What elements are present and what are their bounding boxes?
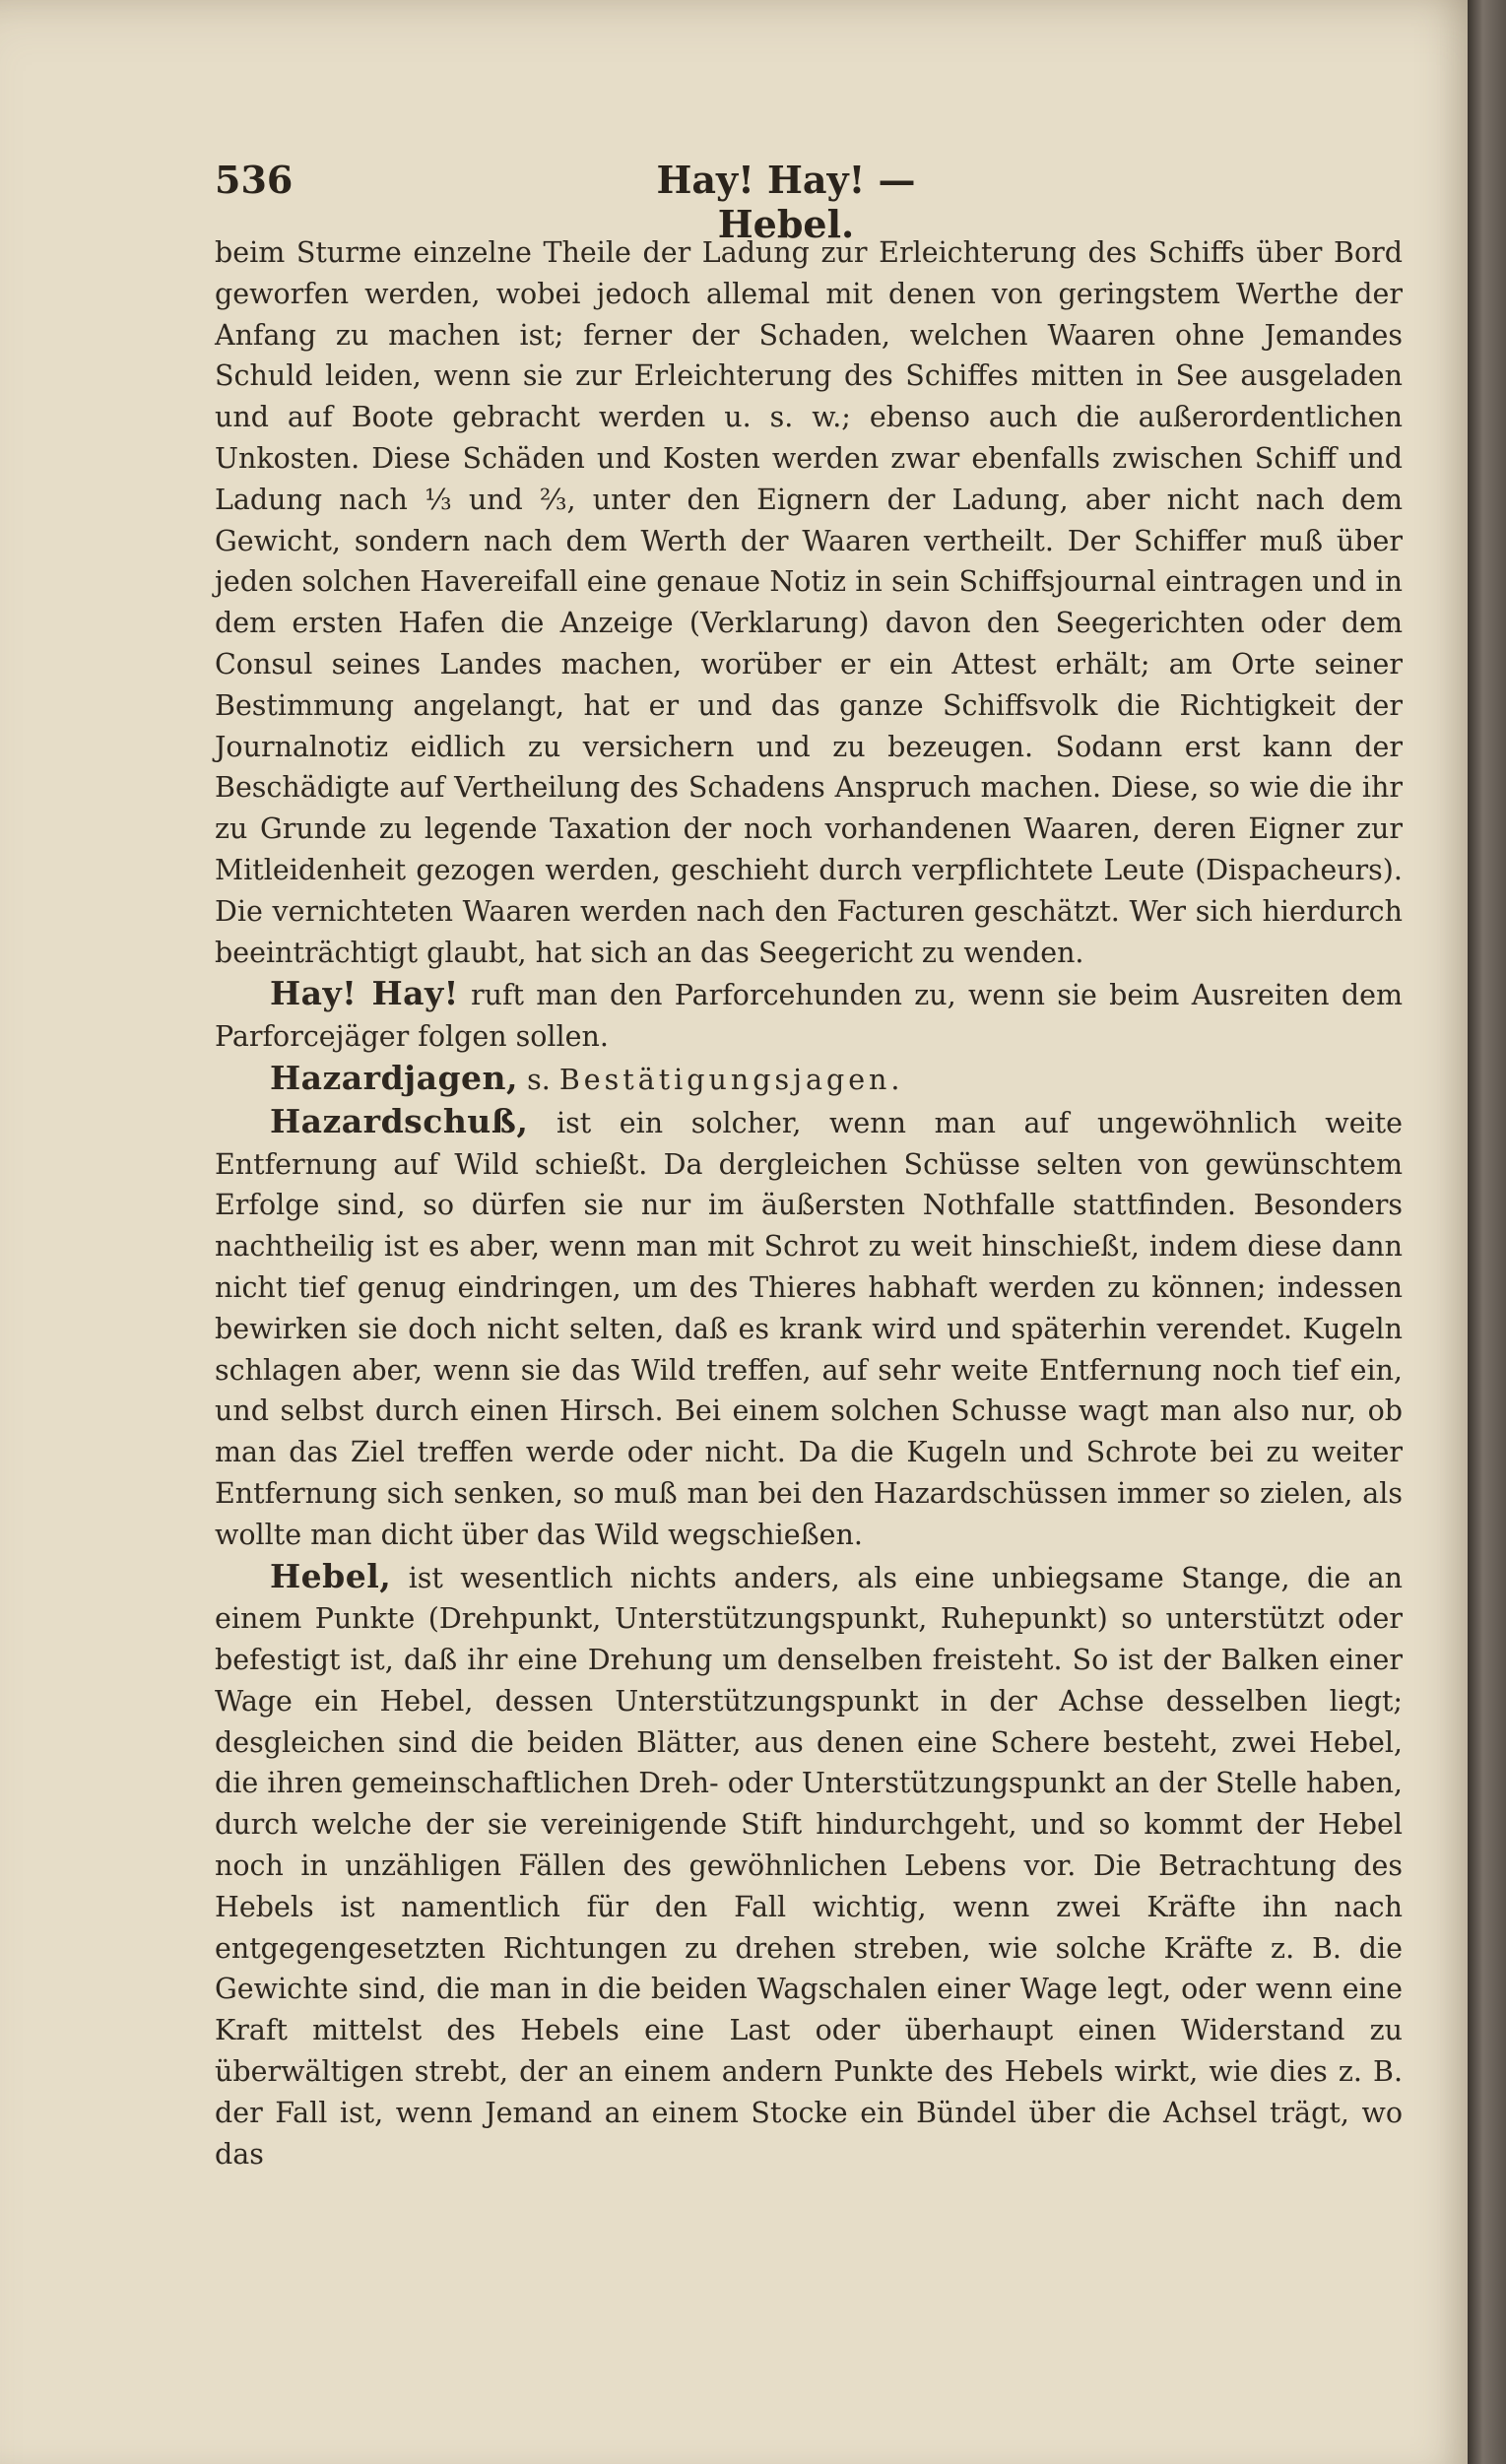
page-number: 536 [215,158,294,202]
entry-text: s. [518,1063,559,1096]
entry-headword: Hazardjagen, [270,1058,519,1097]
body-text [215,232,1403,2174]
entry-headword: Hazardschuß, [270,1101,529,1140]
entry-text: ruft man den Parforcehunden zu, wenn sie beim Ausreiten dem Parforcejäger folgen sollen. [215,979,1403,1054]
entry-hazardschuss [215,1101,1403,1556]
paragraph-haverei-continuation [215,232,1403,973]
page-header [215,158,1446,246]
paragraph-text: beim Sturme einzelne Theile der Ladung zur Erleichterung des Schiffs über Bord geworfen werden, wobei jedoch allemal mit denen von geringstem Werthe der Anfang zu machen ist; ferner der Schaden, welchen Waaren ohne Jemandes Schuld leiden, wenn sie zur Erleichterung des Schiffes mitten in See ausgeladen und auf Boote gebracht werden u. s. w.; ebenso auch die außerordentlichen Unkosten. Diese Schäden und Kosten werden zwar ebenfalls zwischen Schiff und Ladung nach ⅓ und ⅔, unter den Eignern der Ladung, aber nicht nach dem Gewicht, sondern nach dem Werth der Waaren vertheilt. Der Schiffer muß über jeden solchen Havereifall eine genaue Notiz in sein Schiffsjournal eintragen und in dem ersten Hafen die Anzeige (Verklarung) davon den Seegerichten oder dem Consul seines Landes machen, worüber er ein Attest erhält; am Orte seiner Bestimmung angelangt, hat er und das ganze Schiffsvolk die Richtigkeit der Journalnotiz eidlich zu versichern und zu bezeugen. Sodann erst kann der Beschädigte auf Vertheilung des Schadens Anspruch machen. Diese, so wie die ihr zu Grunde zu legende Taxation der noch vorhandenen Waaren, deren Eigner zur Mitleidenheit gezogen werden, geschieht durch verpflichtete Leute (Dispacheurs). Die vernichteten Waaren werden nach den Facturen geschätzt. Wer sich hierdurch beeinträchtigt glaubt, hat sich an das Seegericht zu wenden. [215,236,1403,969]
entry-text: ist wesentlich nichts anders, als eine unbiegsame Stange, die an einem Punkte (Drehpunkt, Unterstützungspunkt, Ruhepunkt) so unterstützt oder befestigt ist, daß ihr eine Drehung um denselben freisteht. So ist der Balken einer Wage ein Hebel, dessen Unterstützungspunkt in der Achse desselben liegt; desgleichen sind die beiden Blätter, aus denen eine Schere besteht, zwei Hebel, die ihren gemeinschaftlichen Dreh- oder Unterstützungspunkt an der Stelle haben, durch welche der sie vereinigende Stift hindurchgeht, und so kommt der Hebel noch in unzähligen Fällen des gewöhnlichen Lebens vor. Die Betrachtung des Hebels ist namentlich für den Fall wichtig, wenn zwei Kräfte ihn nach entgegengesetzten Richtungen zu drehen streben, wie solche Kräfte z. B. die Gewichte sind, die man in die beiden Wagschalen einer Wage legt, oder wenn eine Kraft mittelst des Hebels eine Last oder überhaupt einen Widerstand zu überwältigen strebt, der an einem andern Punkte des Hebels wirkt, wie dies z. B. der Fall ist, wenn Jemand an einem Stocke ein Bündel über die Achsel trägt, wo das [215,1561,1403,2171]
cross-reference: Bestätigungsjagen. [558,1063,904,1096]
entry-headword: Hebel, [270,1556,392,1595]
entry-headword: Hay! Hay! [270,974,459,1013]
running-head: Hay! Hay! — Hebel. [656,158,916,246]
entry-hebel [215,1556,1403,2175]
book-spine-shadow [1468,0,1506,2464]
entry-hay-hay [215,973,1403,1058]
entry-hazardjagen [215,1058,1403,1101]
entry-text: ist ein solcher, wenn man auf ungewöhnlich weite Entfernung auf Wild schießt. Da dergleichen Schüsse selten von gewünschtem Erfolge sind, so dürfen sie nur im äußersten Nothfalle stattfinden. Besonders nachtheilig ist es aber, wenn man mit Schrot zu weit hinschießt, indem diese dann nicht tief genug eindringen, um des Thieres habhaft werden zu können; indessen bewirken sie doch nicht selten, daß es krank wird und späterhin verendet. Kugeln schlagen aber, wenn sie das Wild treffen, auf sehr weite Entfernung noch tief ein, und selbst durch einen Hirsch. Bei einem solchen Schusse wagt man also nur, ob man das Ziel treffen werde oder nicht. Da die Kugeln und Schrote bei zu weiter Entfernung sich senken, so muß man bei den Hazardschüssen immer so zielen, als wollte man dicht über das Wild wegschießen. [215,1106,1403,1551]
